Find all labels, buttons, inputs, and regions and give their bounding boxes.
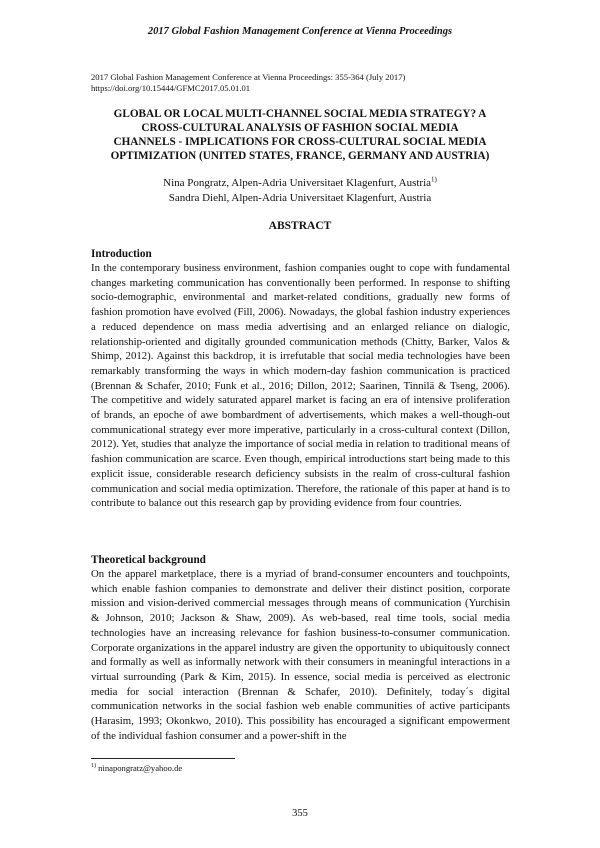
running-header: 2017 Global Fashion Management Conference at Vienna Proceedings [147,26,453,37]
footnote [91,763,182,773]
footnote-divider [91,758,235,759]
footnote-marker: 1) [91,763,96,770]
section-body: On the apparel marketplace, there is a myriad of brand-consumer encounters and touchpoints, which enable fashion companies to demonstrate and deliver their distinct position, corporate mission and vision-derived commercial messages through means of communication (Yurchisin & Johnson, 2010; Jackson & Shaw, 2009). As web-based, real time tools, social media technologies have an increasing relevance for fashion business-to-consumer communication. Corporate organizations in the apparel industry are given the opportunity to ubiquitously connect and formally as well as informally network with their consumers in meaningful interactions in a virtual surrounding (Park & Kim, 2015). In essence, social media is perceived as electronic media for social interaction (Brennan & Schafer, 2010). Definitely, today´s digital communication networks in the social fashion web enable communities of active participants (Harasim, 1993; Okonkwo, 2010). This possibility has encouraged a significant empowerment of the individual fashion consumer and a power-shift in the [91,568,510,742]
citation-block [91,72,521,94]
section-introduction [91,247,510,511]
author-affiliation: Nina Pongratz, Alpen-Adria Universitaet Klagenfurt, Austria [163,177,432,189]
footnote-email[interactable]: ninapongratz@yahoo.de [96,763,183,773]
citation-line: 2017 Global Fashion Management Conference at Vienna Proceedings: 355-364 (July 2017) [91,72,406,82]
author-line [80,191,520,206]
doi-link[interactable]: https://doi.org/10.15444/GFMC2017.05.01.01 [91,83,251,93]
author-list [80,176,520,206]
section-heading: Introduction [91,248,152,260]
title-line: CHANNELS - IMPLICATIONS FOR CROSS-CULTURAL SOCIAL MEDIA [113,136,487,148]
page-number: 355 [292,808,308,819]
section-theoretical-background [91,553,510,743]
section-body: In the contemporary business environment, fashion companies ought to cope with fundamental changes marketing communication has conventionally been performed. In response to shifting socio-demographic, environmental and market-related conditions, gradually new forms of fashion promotion have evolved (Fill, 2006). Nowadays, the global fashion industry experiences a reduced dependence on mass media advertising and an enlarged reliance on dialogic, relationship-oriented and digitally grounded communication methods (Chitty, Barker, Valos & Shimp, 2012). Against this backdrop, it is irrefutable that social media technologies have been remarkably transforming the ways in which modern-day fashion communication is practiced (Brennan & Schafer, 2010; Funk et al., 2016; Dillon, 2012; Saarinen, Tinnilä & Tseng, 2006). The competitive and widely saturated apparel market is facing an era of intensive proliferation of brands, an epoche of awe bombardment of advertisements, which makes a well-though-out communicational strategy ever more imperative, particularly in a cross-cultural context (Dillon, 2012). Yet, studies that analyze the importance of social media in relation to traditional means of fashion communication are scarce. Even though, empirical introductions start being made to this explicit issue, considerable research deficiency subsists in the realm of cross-cultural fashion communication and social media optimization. Therefore, the rationale of this paper at hand is to contribute to balance out this research gap by providing evidence from four countries. [91,262,510,510]
paper-title [80,107,520,163]
abstract-heading: ABSTRACT [268,220,332,232]
author-line [80,176,520,191]
section-heading: Theoretical background [91,554,206,566]
title-line: CROSS-CULTURAL ANALYSIS OF FASHION SOCIAL MEDIA [141,122,459,134]
title-line: GLOBAL OR LOCAL MULTI-CHANNEL SOCIAL MEDIA STRATEGY? A [113,108,487,120]
footnote-marker: 1) [431,175,437,184]
author-affiliation: Sandra Diehl, Alpen-Adria Universitaet Klagenfurt, Austria [168,192,432,204]
title-line: OPTIMIZATION (UNITED STATES, FRANCE, GERMANY AND AUSTRIA) [110,150,490,162]
